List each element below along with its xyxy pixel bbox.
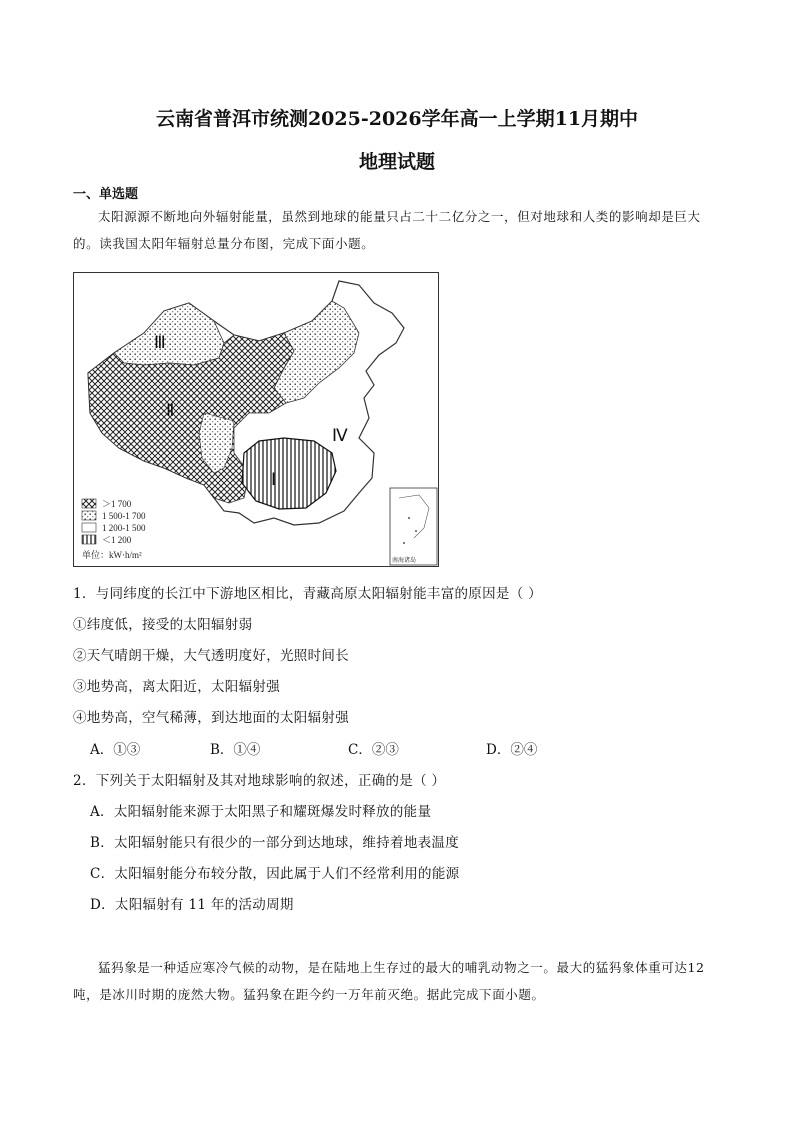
question-1-choice-a: A．①③ [90, 742, 141, 758]
map-legend [82, 499, 146, 560]
region-label-i: Ⅰ [271, 470, 277, 489]
legend-label-1: ＞1 700 [102, 499, 132, 509]
exam-title: 云南省普洱市统测2025-2026学年高一上学期11月期中 [155, 108, 639, 130]
legend-label-4: ＜1 200 [102, 535, 132, 545]
question-1-choice-d: D．②④ [486, 742, 538, 758]
exam-subject: 地理试题 [358, 151, 435, 173]
question-2-option-c: C．太阳辐射能分布较分散，因此属于人们不经常利用的能源 [90, 866, 460, 882]
question-1-item-2: ②天气晴朗干燥，大气透明度好，光照时间长 [73, 648, 349, 664]
question-1-choice-c: C．②③ [348, 742, 399, 758]
intro-paragraph-2: 猛犸象是一种适应寒冷气候的动物，是在陆地上生存过的最大的哺乳动物之一。最大的猛犸象体重可达12吨，是冰川时期的庞然大物。猛犸象在距今约一万年前灭绝。据此完成下面小题。 [73, 960, 705, 1002]
south-china-sea-inset [390, 488, 437, 565]
question-2-option-a: A．太阳辐射能来源于太阳黑子和耀斑爆发时释放的能量 [90, 804, 432, 820]
question-1-stem: 1．与同纬度的长江中下游地区相比，青藏高原太阳辐射能丰富的原因是（ ） [73, 586, 542, 602]
region-label-ii: Ⅱ [166, 401, 175, 420]
china-map-graphic [74, 273, 438, 566]
intro-paragraph-1: 太阳源源不断地向外辐射能量，虽然到地球的能量只占二十二亿分之一，但对地球和人类的影响却是巨大的。读我国太阳年辐射总量分布图，完成下面小题。 [73, 209, 701, 251]
question-1-item-3: ③地势高，离太阳近，太阳辐射强 [73, 679, 280, 695]
legend-label-2: 1 500-1 700 [102, 511, 146, 521]
question-2-option-d: D．太阳辐射有 11 年的活动周期 [90, 897, 294, 913]
inset-label: 南海诸岛 [392, 558, 417, 564]
question-1-choice-b: B．①④ [210, 742, 261, 758]
question-2-option-b: B．太阳辐射能只有很少的一部分到达地球，维持着地表温度 [90, 835, 460, 851]
section-heading: 一、单选题 [73, 187, 139, 202]
legend-label-3: 1 200-1 500 [102, 523, 146, 533]
region-iii [114, 303, 224, 365]
region-label-iii: Ⅲ [154, 333, 166, 352]
solar-radiation-map [73, 272, 439, 567]
question-1-item-1: ①纬度低，接受的太阳辐射弱 [73, 617, 253, 633]
legend-unit: 单位：kW·h/m² [82, 550, 142, 560]
region-label-iv: Ⅳ [332, 426, 348, 445]
question-2-stem: 2．下列关于太阳辐射及其对地球影响的叙述，正确的是（ ） [73, 773, 446, 789]
question-1-item-4: ④地势高，空气稀薄，到达地面的太阳辐射强 [73, 710, 349, 726]
